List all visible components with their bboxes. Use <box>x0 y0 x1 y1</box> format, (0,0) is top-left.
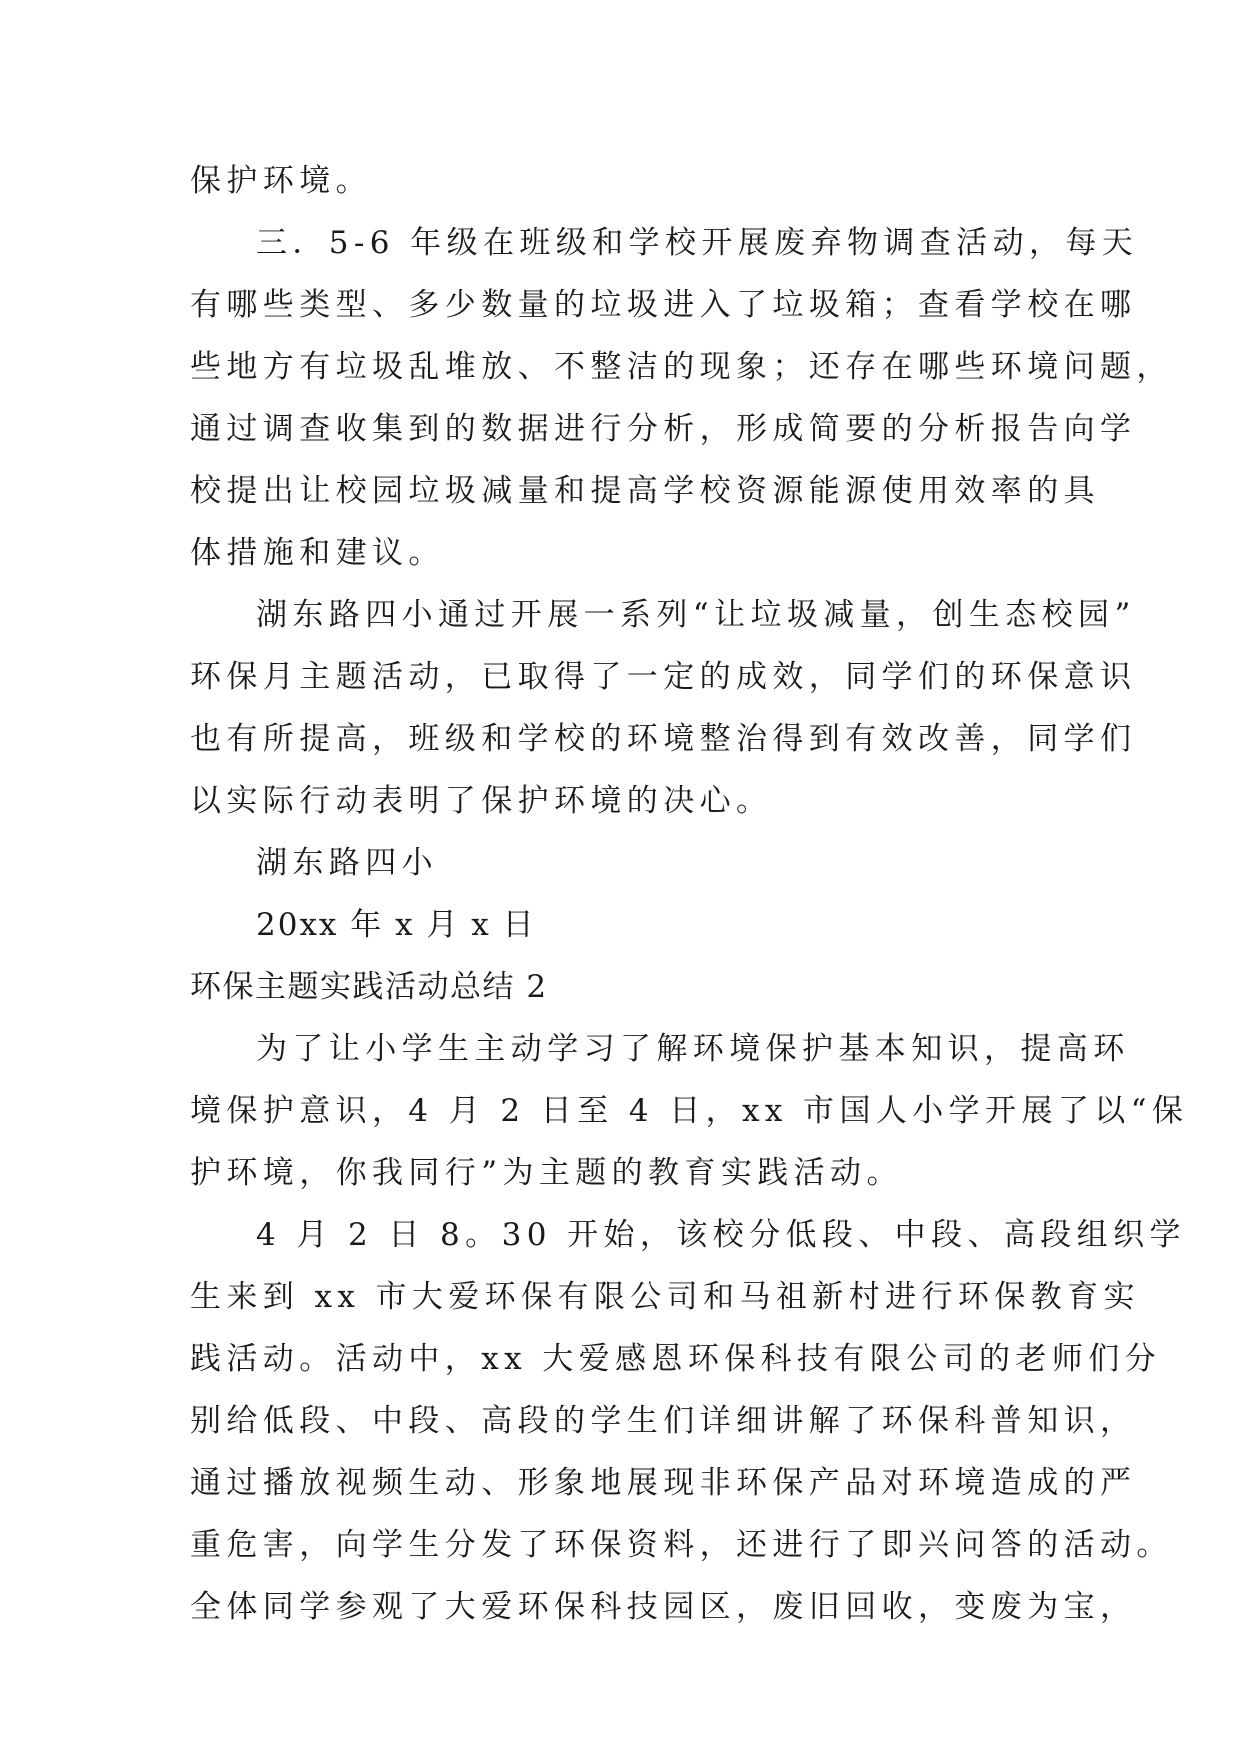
text-line: 也有所提高，班级和学校的环境整治得到有效改善，同学们 <box>190 721 1137 757</box>
text-line: 全体同学参观了大爱环保科技园区，废旧回收，变废为宝， <box>190 1589 1137 1625</box>
section-title <box>190 956 1060 1018</box>
continuation-line <box>190 150 1060 212</box>
text-line: 4 月 2 日 8。30 开始，该校分低段、中段、高段组织学 <box>256 1217 1186 1253</box>
text-line: 些地方有垃圾乱堆放、不整洁的现象；还存在哪些环境问题， <box>190 349 1173 385</box>
text-line: 有哪些类型、多少数量的垃圾进入了垃圾箱；查看学校在哪 <box>190 287 1137 323</box>
text-line: 保护环境。 <box>190 163 372 199</box>
text-line: 通过调查收集到的数据进行分析，形成简要的分析报告向学 <box>190 411 1137 447</box>
signature-school <box>190 832 1060 894</box>
text-line: 为了让小学生主动学习了解环境保护基本知识，提高环 <box>256 1031 1130 1067</box>
text-line: 生来到 xx 市大爱环保有限公司和马祖新村进行环保教育实 <box>190 1279 1140 1315</box>
text-line: 校提出让校园垃圾减量和提高学校资源能源使用效率的具 <box>190 473 1100 509</box>
text-line: 三．5-6 年级在班级和学校开展废弃物调查活动，每天 <box>256 225 1139 261</box>
text-line: 践活动。活动中，xx 大爱感恩环保科技有限公司的老师们分 <box>190 1341 1162 1377</box>
text-line: 20xx 年 x 月 x 日 <box>256 907 536 943</box>
text-line: 湖东路四小通过开展一系列“让垃圾减量，创生态校园” <box>256 597 1136 633</box>
text-line: 境保护意识，4 月 2 日至 4 日，xx 市国人小学开展了以“保 <box>190 1093 1189 1129</box>
text-line: 重危害，向学生分发了环保资料，还进行了即兴问答的活动。 <box>190 1527 1173 1563</box>
signature-date <box>190 894 1060 956</box>
text-line: 以实际行动表明了保护环境的决心。 <box>190 783 773 819</box>
text-line: 湖东路四小 <box>256 845 438 881</box>
text-line: 别给低段、中段、高段的学生们详细讲解了环保科普知识， <box>190 1403 1137 1439</box>
text-line: 护环境，你我同行”为主题的教育实践活动。 <box>190 1155 903 1191</box>
activity-paragraph <box>190 1204 1186 1638</box>
intro-paragraph <box>190 1018 1189 1204</box>
text-line: 环保月主题活动，已取得了一定的成效，同学们的环保意识 <box>190 659 1137 695</box>
paragraph-grade-5-6-survey <box>190 212 1173 584</box>
document-page <box>190 150 1189 1638</box>
text-line: 体措施和建议。 <box>190 535 445 571</box>
text-line: 环保主题实践活动总结 2 <box>190 969 548 1005</box>
text-line: 通过播放视频生动、形象地展现非环保产品对环境造成的严 <box>190 1465 1137 1501</box>
summary-paragraph <box>190 584 1137 832</box>
